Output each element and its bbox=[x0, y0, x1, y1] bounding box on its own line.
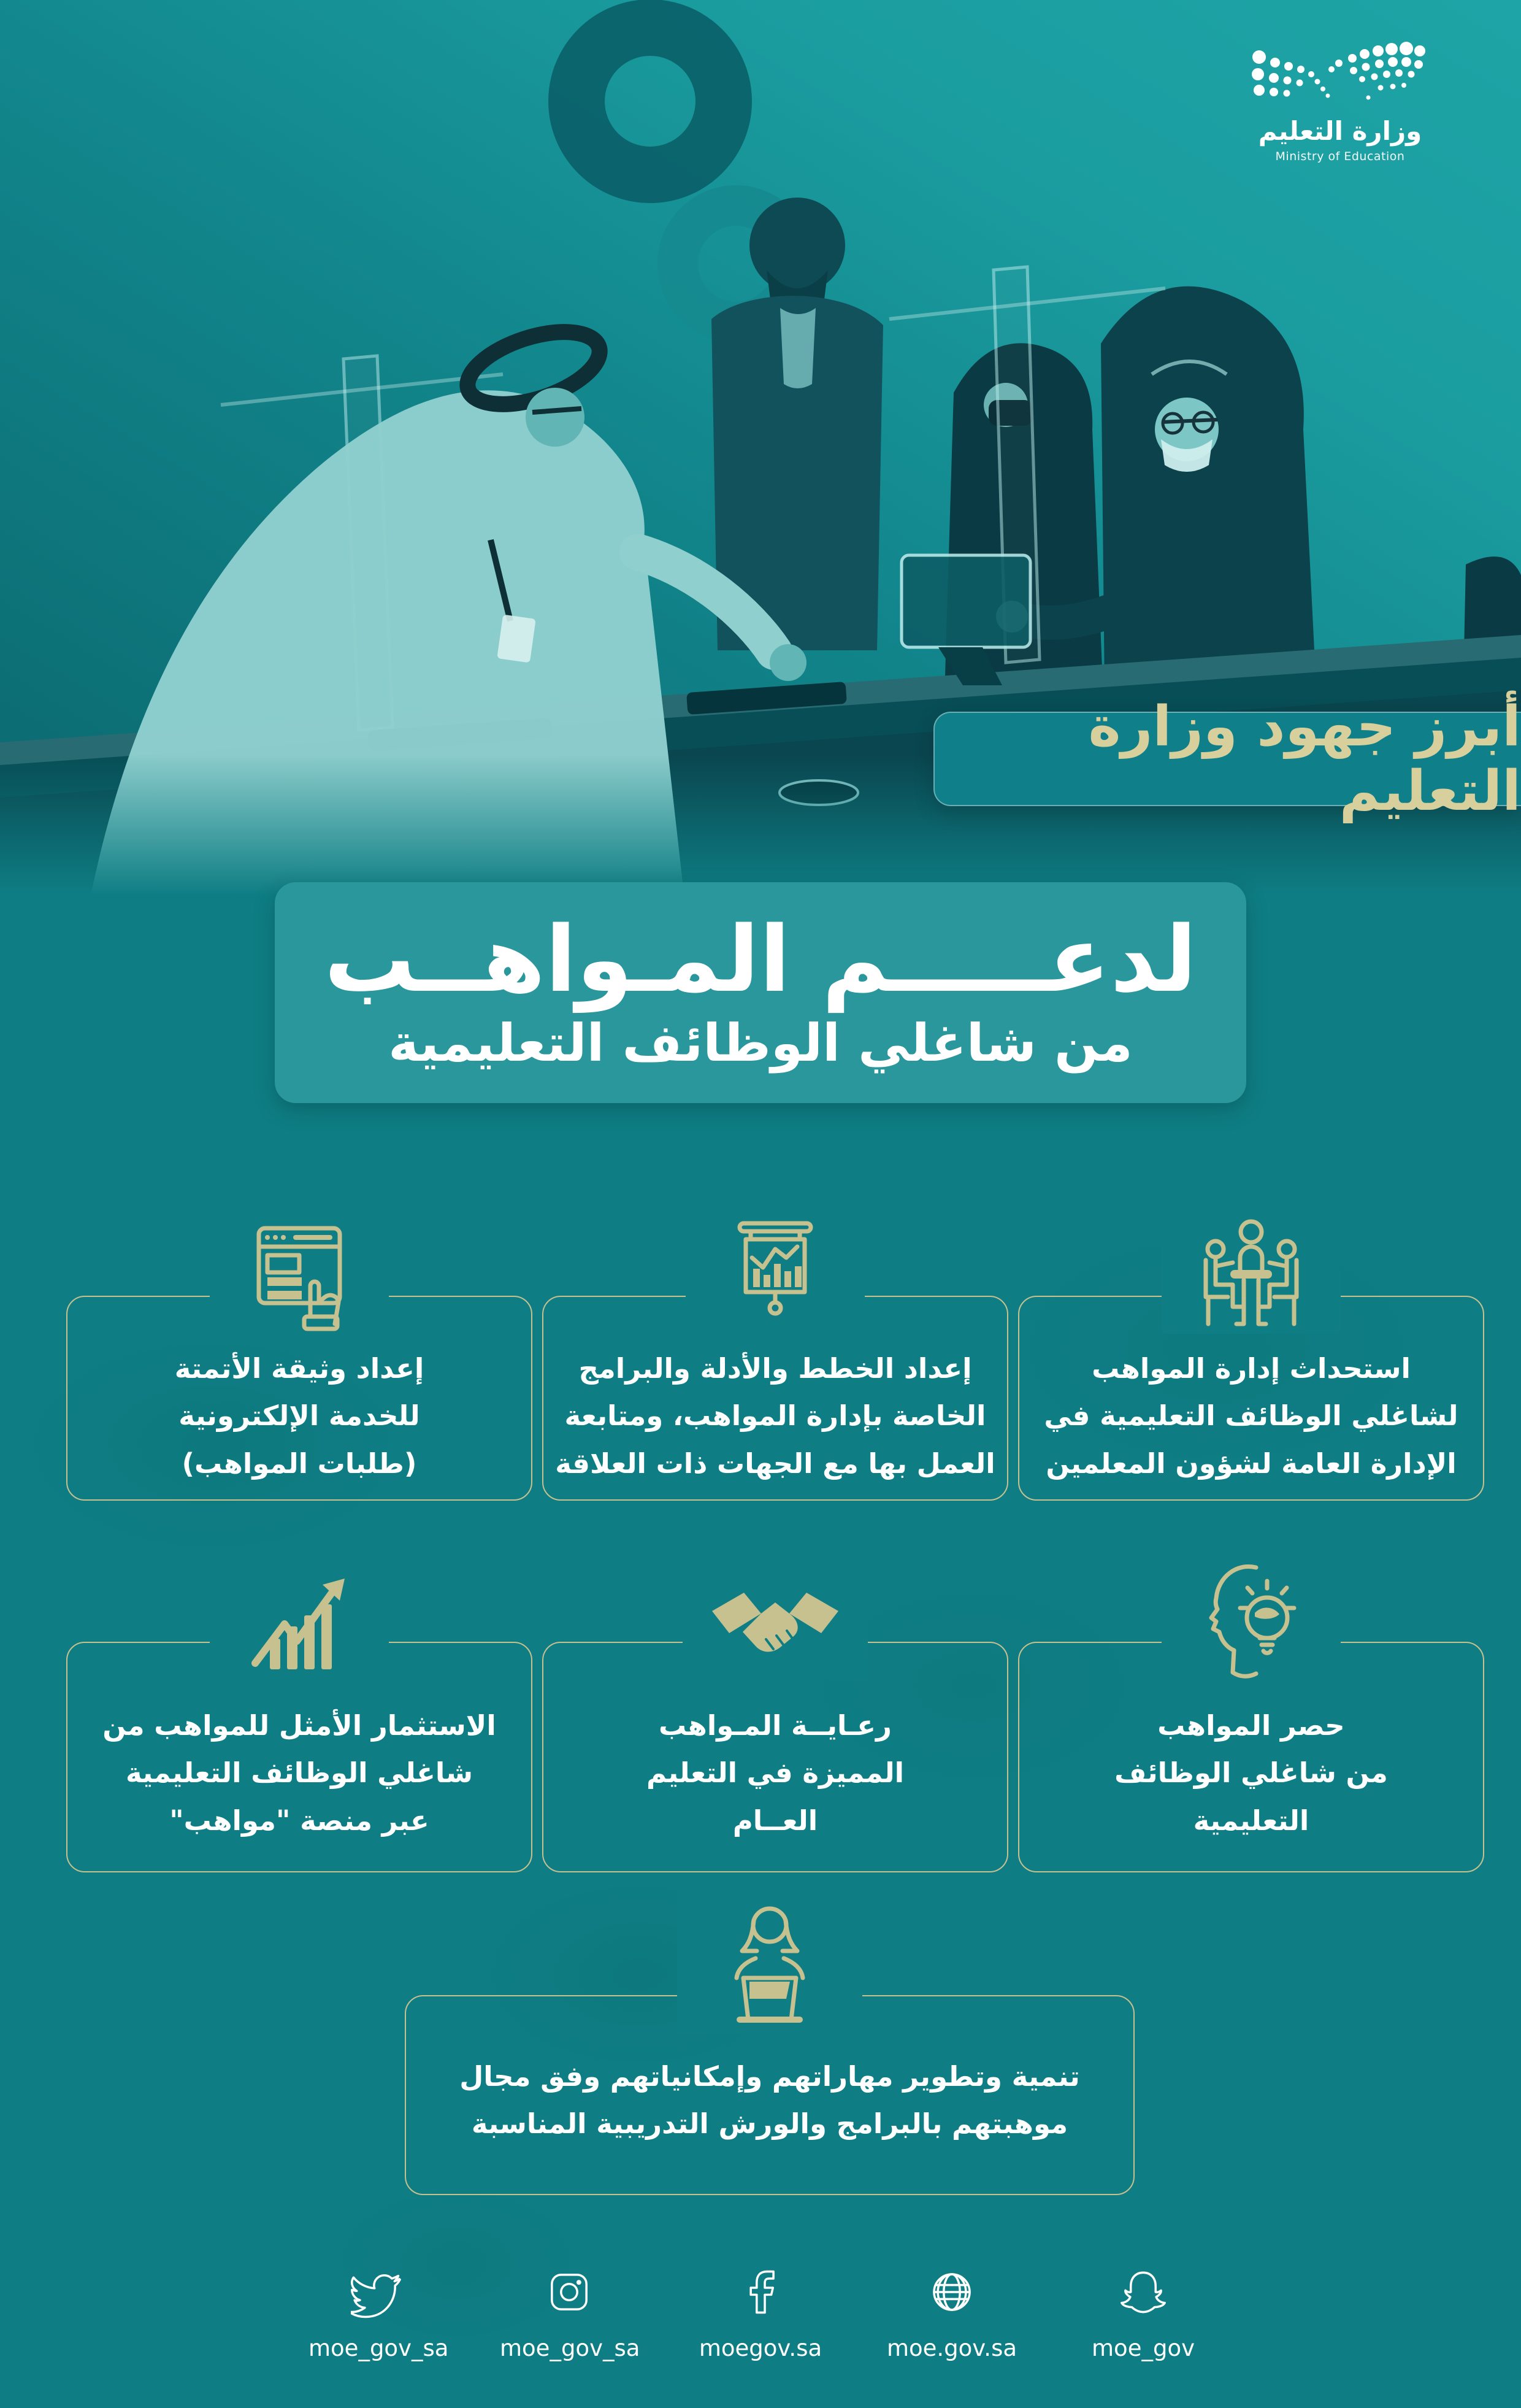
facebook-handle[interactable]: moegov.sa bbox=[699, 2335, 822, 2361]
moe-dots-logo-icon bbox=[1248, 34, 1432, 107]
card-line: التعليمية bbox=[1193, 1804, 1309, 1837]
social-facebook[interactable] bbox=[691, 2265, 830, 2361]
ministry-name-arabic: وزارة التعليم bbox=[1258, 116, 1422, 146]
main-title-line2: من شاغلي الوظائف التعليمية bbox=[388, 1012, 1133, 1073]
head-idea-icon bbox=[1162, 1552, 1341, 1680]
globe-icon bbox=[925, 2265, 979, 2319]
card-line: للخدمة الإلكترونية bbox=[178, 1399, 420, 1433]
social-snapchat[interactable] bbox=[1074, 2265, 1213, 2361]
card-line: من شاغلي الوظائف bbox=[1114, 1756, 1388, 1790]
trainer-icon bbox=[677, 1881, 862, 2034]
meeting-icon bbox=[1162, 1206, 1341, 1334]
handshake-icon bbox=[683, 1552, 868, 1680]
card-line: (طلبات المواهب) bbox=[182, 1447, 417, 1480]
card-line: العــام bbox=[732, 1804, 818, 1837]
card-line: الاستثمار الأمثل للمواهب من bbox=[102, 1709, 496, 1742]
card-line: العمل بها مع الجهات ذات العلاقة bbox=[555, 1447, 995, 1480]
main-title-line1: لدعـــــم المـواهــب bbox=[324, 907, 1197, 1013]
main-title-box bbox=[275, 882, 1246, 1103]
card-skills-development bbox=[405, 1995, 1135, 2195]
card-line: شاغلي الوظائف التعليمية bbox=[125, 1756, 473, 1790]
social-instagram[interactable] bbox=[500, 2265, 638, 2361]
snapchat-handle[interactable]: moe_gov bbox=[1092, 2335, 1195, 2361]
card-talent-department bbox=[1018, 1296, 1484, 1501]
card-line: لشاغلي الوظائف التعليمية في bbox=[1044, 1399, 1458, 1433]
card-talent-sponsorship bbox=[542, 1642, 1008, 1872]
card-line: تنمية وتطوير مهاراتهم وإمكانياتهم وفق مجال bbox=[459, 2060, 1080, 2093]
presentation-chart-icon bbox=[686, 1206, 865, 1334]
growth-chart-icon bbox=[210, 1552, 389, 1680]
webpage-click-icon bbox=[210, 1206, 389, 1334]
card-line: إعداد وثيقة الأتمتة bbox=[174, 1352, 424, 1385]
snapchat-icon bbox=[1116, 2265, 1170, 2319]
instagram-icon bbox=[542, 2265, 596, 2319]
instagram-handle[interactable]: moe_gov_sa bbox=[500, 2335, 640, 2361]
twitter-icon bbox=[351, 2265, 405, 2319]
card-line: الإدارة العامة لشؤون المعلمين bbox=[1046, 1447, 1457, 1480]
card-talent-inventory bbox=[1018, 1642, 1484, 1872]
card-automation-document bbox=[66, 1296, 532, 1501]
twitter-handle[interactable]: moe_gov_sa bbox=[308, 2335, 449, 2361]
card-line: إعداد الخطط والأدلة والبرامج bbox=[578, 1352, 972, 1385]
social-twitter[interactable] bbox=[308, 2265, 447, 2361]
card-line: رعـايــة المـواهب bbox=[659, 1709, 892, 1742]
ministry-name-english: Ministry of Education bbox=[1275, 150, 1405, 163]
headline-text: أبرز جهود وزارة التعليم bbox=[1088, 694, 1521, 823]
ministry-logo bbox=[1242, 34, 1438, 163]
social-links-row bbox=[0, 2265, 1521, 2361]
website-url[interactable]: moe.gov.sa bbox=[886, 2335, 1017, 2361]
card-line: الخاصة بإدارة المواهب، ومتابعة bbox=[564, 1399, 986, 1433]
headline-banner bbox=[933, 694, 1521, 823]
card-line: موهبتهم بالبرامج والورش التدريبية المناسبة bbox=[471, 2107, 1068, 2141]
card-line: حصر المواهب bbox=[1157, 1709, 1345, 1742]
card-optimal-investment bbox=[66, 1642, 532, 1872]
social-website[interactable] bbox=[883, 2265, 1021, 2361]
card-line: المميزة في التعليم bbox=[646, 1756, 905, 1790]
card-line: استحداث إدارة المواهب bbox=[1092, 1352, 1411, 1385]
card-plans-programs bbox=[542, 1296, 1008, 1501]
facebook-icon bbox=[734, 2265, 787, 2319]
card-line: عبر منصة "مواهب" bbox=[169, 1804, 429, 1837]
